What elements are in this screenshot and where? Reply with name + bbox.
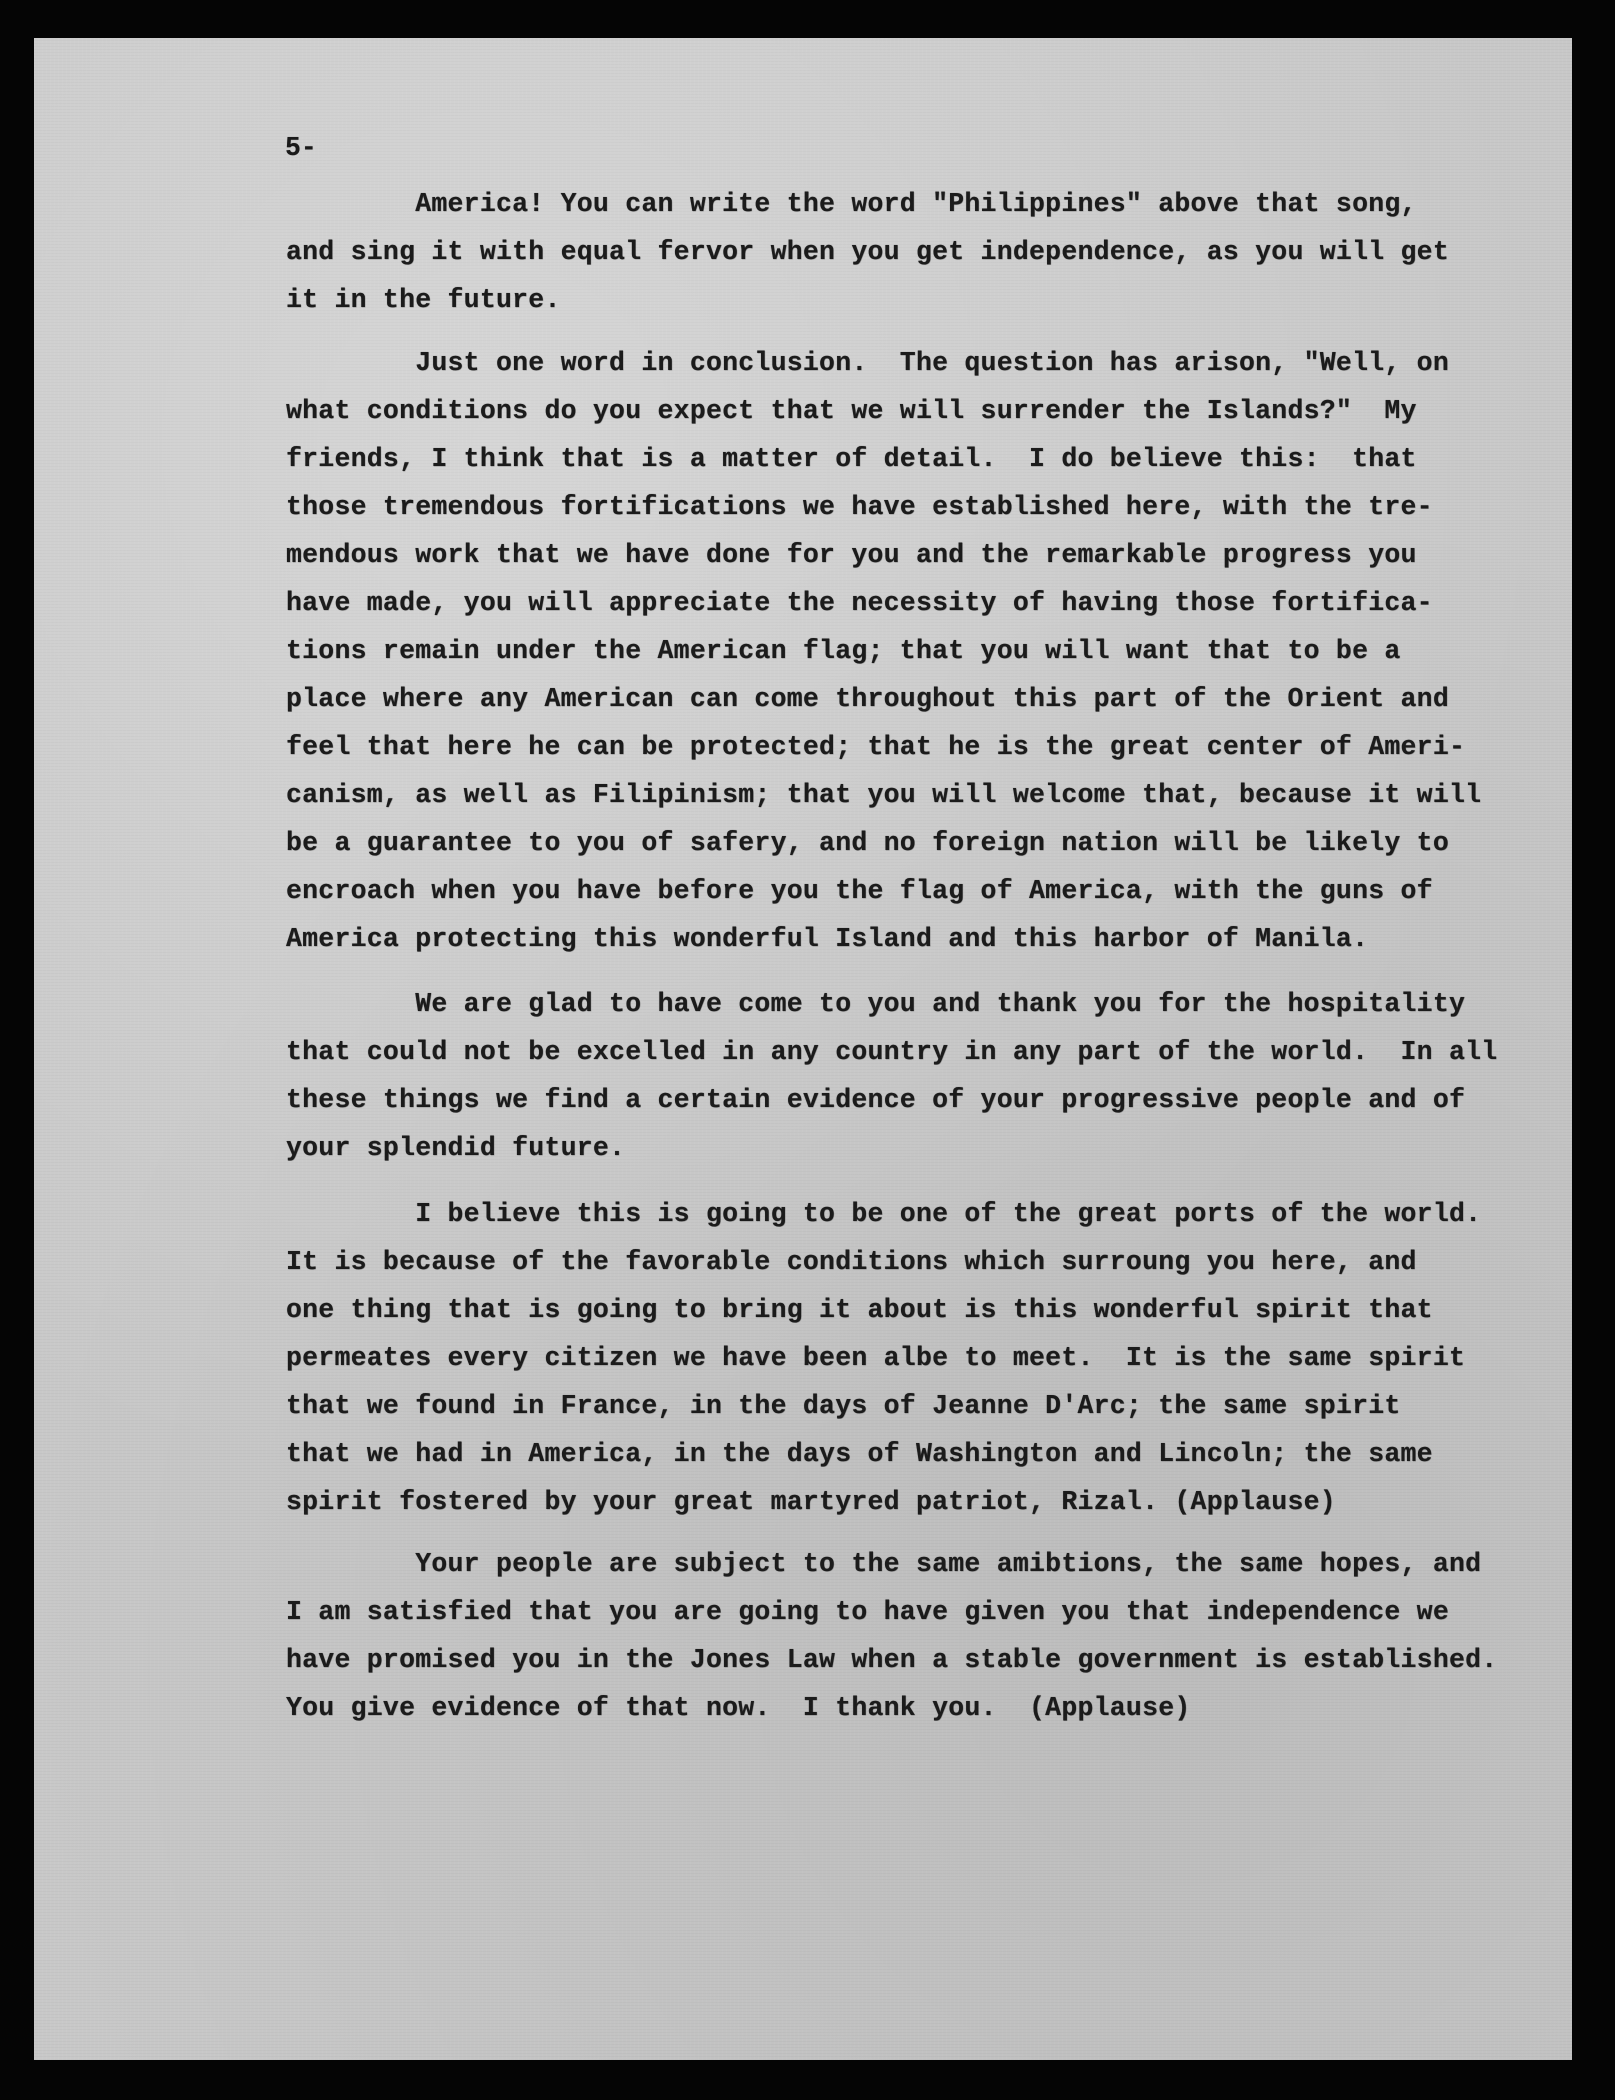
text-line: have promised you in the Jones Law when a stable government is established. bbox=[286, 1645, 1498, 1675]
text-line: and sing it with equal fervor when you get independence, as you will get bbox=[286, 237, 1449, 267]
text-line: friends, I think that is a matter of detail. I do believe this: that bbox=[286, 444, 1417, 474]
text-line: have made, you will appreciate the necessity of having those fortifica- bbox=[286, 588, 1433, 618]
text-line: I am satisfied that you are going to have given you that independence we bbox=[286, 1597, 1449, 1627]
paragraph-1 bbox=[286, 180, 1586, 324]
text-line: We are glad to have come to you and thank you for the hospitality bbox=[286, 989, 1466, 1019]
text-line: You give evidence of that now. I thank you. (Applause) bbox=[286, 1693, 1191, 1723]
text-line: encroach when you have before you the flag of America, with the guns of bbox=[286, 876, 1433, 906]
paragraph-3 bbox=[286, 980, 1586, 1172]
paragraph-2 bbox=[286, 339, 1586, 963]
text-line: that we found in France, in the days of Jeanne D'Arc; the same spirit bbox=[286, 1391, 1401, 1421]
text-line: I believe this is going to be one of the great ports of the world. bbox=[286, 1199, 1482, 1229]
text-line: that we had in America, in the days of Washington and Lincoln; the same bbox=[286, 1439, 1433, 1469]
text-line: that could not be excelled in any country in any part of the world. In all bbox=[286, 1037, 1498, 1067]
text-line: America protecting this wonderful Island and this harbor of Manila. bbox=[286, 924, 1369, 954]
text-line: Your people are subject to the same amibtions, the same hopes, and bbox=[286, 1549, 1482, 1579]
page-number: 5- bbox=[285, 133, 317, 163]
text-line: spirit fostered by your great martyred patriot, Rizal. (Applause) bbox=[286, 1487, 1336, 1517]
text-line: what conditions do you expect that we will surrender the Islands?" My bbox=[286, 396, 1417, 426]
text-line: your splendid future. bbox=[286, 1133, 626, 1163]
text-line: place where any American can come throughout this part of the Orient and bbox=[286, 684, 1449, 714]
paragraph-4 bbox=[286, 1190, 1586, 1526]
paragraph-5 bbox=[286, 1540, 1586, 1732]
text-line: mendous work that we have done for you and the remarkable progress you bbox=[286, 540, 1417, 570]
text-line: canism, as well as Filipinism; that you will welcome that, because it will bbox=[286, 780, 1482, 810]
text-line: America! You can write the word "Philippines" above that song, bbox=[286, 189, 1417, 219]
text-line: It is because of the favorable conditions which surroung you here, and bbox=[286, 1247, 1417, 1277]
text-line: permeates every citizen we have been albe to meet. It is the same spirit bbox=[286, 1343, 1466, 1373]
text-line: it in the future. bbox=[286, 285, 561, 315]
text-line: be a guarantee to you of safery, and no foreign nation will be likely to bbox=[286, 828, 1449, 858]
text-line: Just one word in conclusion. The question has arison, "Well, on bbox=[286, 348, 1449, 378]
text-line: those tremendous fortifications we have established here, with the tre- bbox=[286, 492, 1433, 522]
text-line: these things we find a certain evidence of your progressive people and of bbox=[286, 1085, 1466, 1115]
text-line: one thing that is going to bring it about is this wonderful spirit that bbox=[286, 1295, 1433, 1325]
text-line: feel that here he can be protected; that he is the great center of Ameri- bbox=[286, 732, 1466, 762]
text-line: tions remain under the American flag; that you will want that to be a bbox=[286, 636, 1401, 666]
